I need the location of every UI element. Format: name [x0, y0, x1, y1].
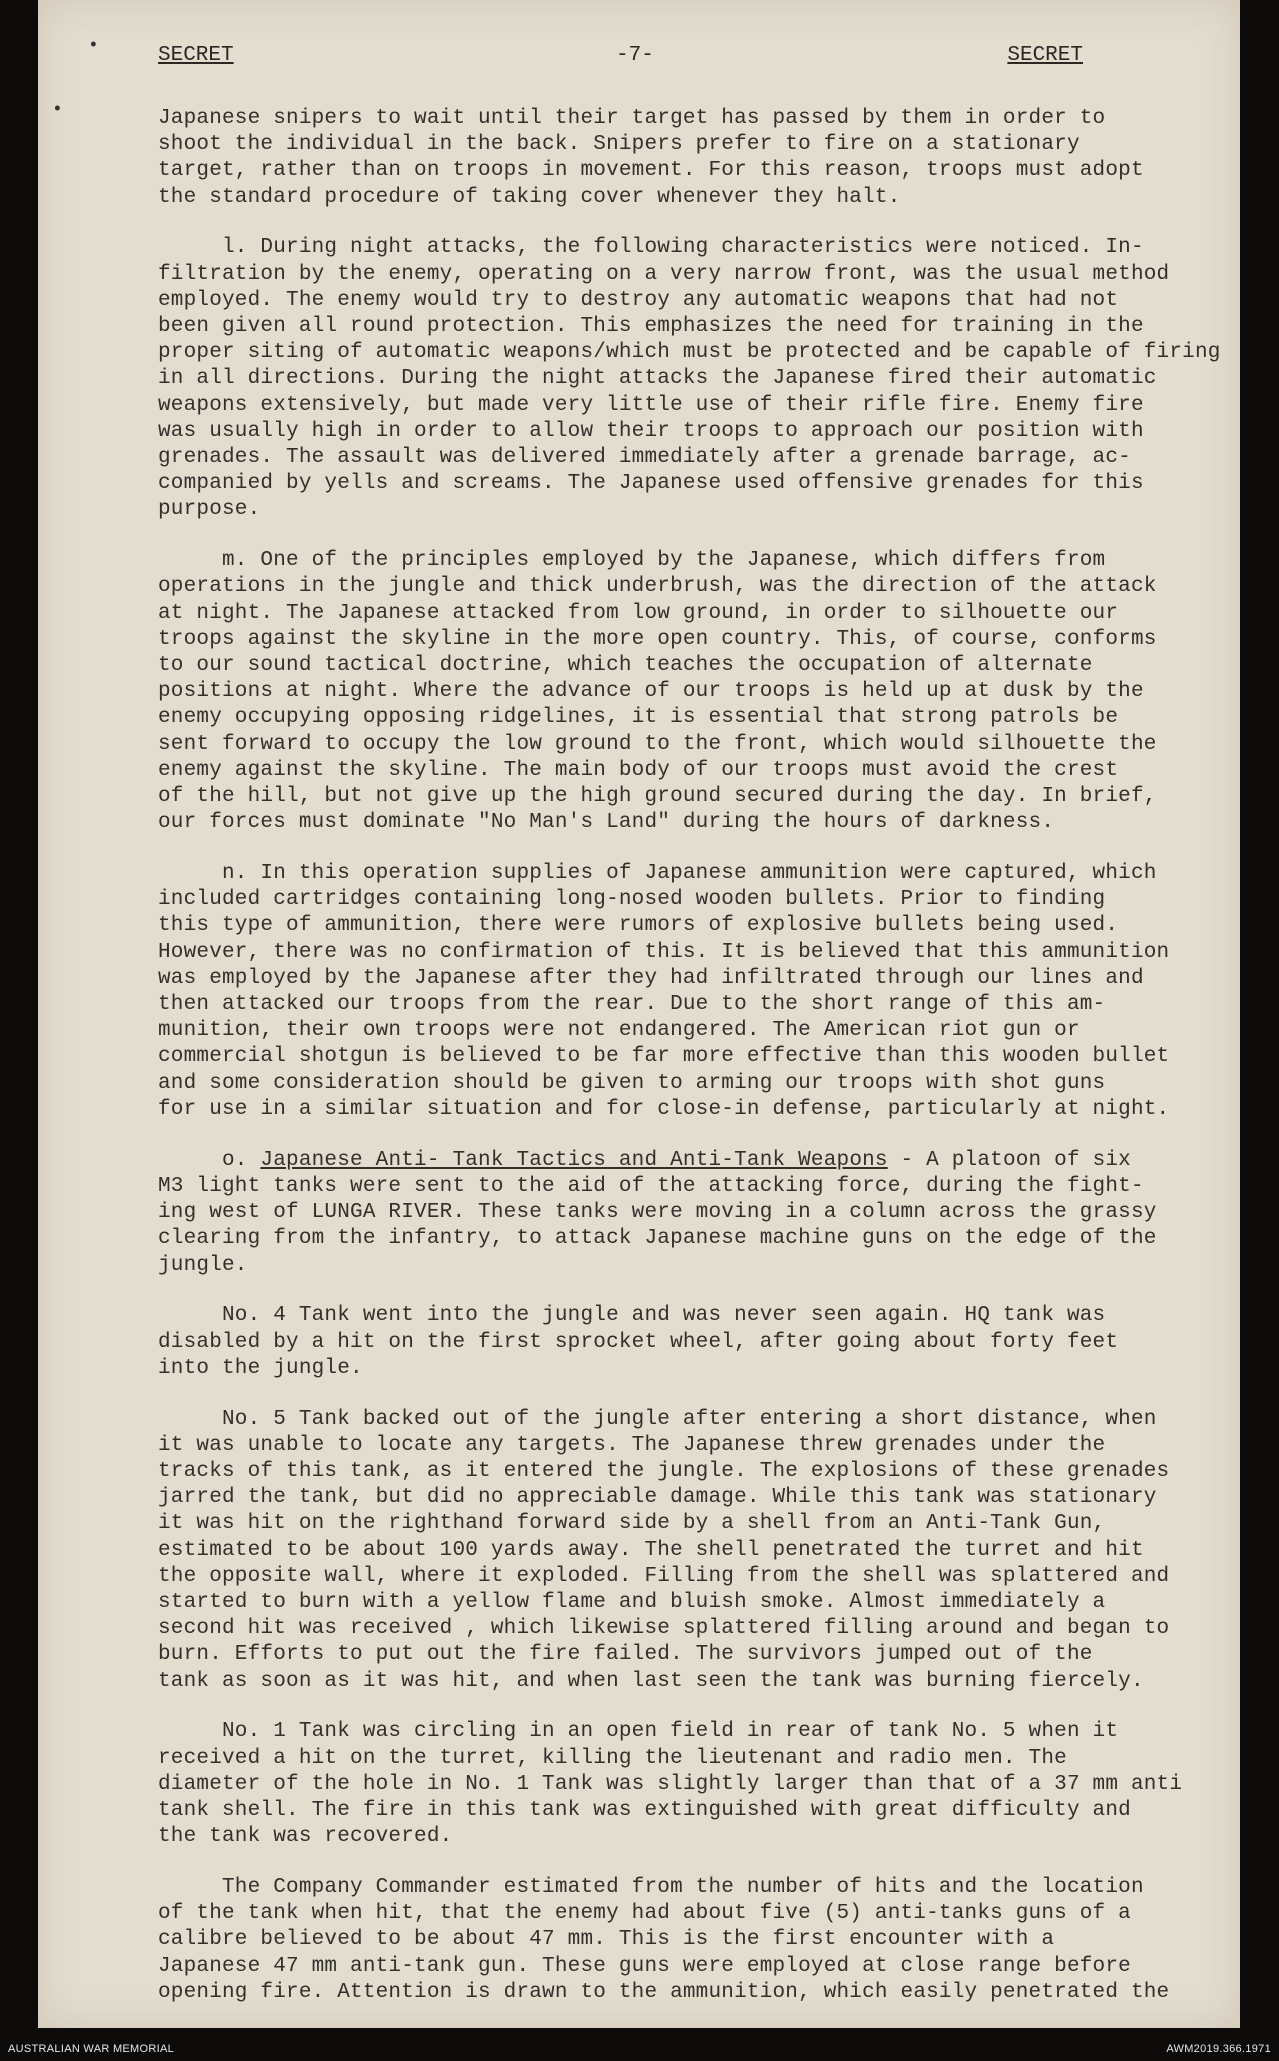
text-line: it was hit on the righthand forward side by a shell from an Anti-Tank Gun, — [158, 1512, 1106, 1536]
margin-mark: • — [52, 100, 63, 120]
text-line: been given all round protection. This emphasizes the need for training in the — [158, 315, 1144, 339]
text-line: our forces must dominate "No Man's Land" during the hours of darkness. — [158, 811, 1055, 835]
text-line: sent forward to occupy the low ground to the front, which would silhouette the — [158, 732, 1157, 756]
text-line: the opposite wall, where it exploded. Filling from the shell was splattered and — [158, 1564, 1170, 1588]
text-line: started to burn with a yellow flame and bluish smoke. Almost immediately a — [158, 1590, 1106, 1614]
text-line: filtration by the enemy, operating on a very narrow front, was the usual method — [158, 262, 1170, 286]
text-line: for use in a similar situation and for close-in defense, particularly at night. — [158, 1097, 1170, 1121]
text-line: ing west of LUNGA RIVER. These tanks were moving in a column across the grassy — [158, 1201, 1157, 1225]
text-line: l. During night attacks, the following characteristics were noticed. In- — [158, 236, 1144, 260]
text-line: grenades. The assault was delivered immediately after a grenade barrage, ac- — [158, 446, 1131, 470]
text-line: target, rather than on troops in movement. For this reason, troops must adopt — [158, 159, 1144, 183]
section-heading-underlined: Japanese Anti- Tank Tactics and Anti-Tank Weapons — [260, 1148, 888, 1172]
text-line: the tank was recovered. — [158, 1825, 453, 1849]
text-line: tank as soon as it was hit, and when last seen the tank was burning fiercely. — [158, 1669, 1144, 1693]
paragraph — [158, 1148, 1158, 1279]
paragraph — [158, 1875, 1170, 2006]
text-line: n. In this operation supplies of Japanese ammunition were captured, which — [158, 862, 1157, 886]
text-line: positions at night. Where the advance of our troops is held up at dusk by the — [158, 680, 1144, 704]
text-line: enemy occupying opposing ridgelines, it is essential that strong patrols be — [158, 706, 1119, 730]
text-line: was employed by the Japanese after they had infiltrated through our lines and — [158, 966, 1144, 990]
text-line: second hit was received , which likewise splattered filling around and began to — [158, 1617, 1170, 1641]
text-line: diameter of the hole in No. 1 Tank was slightly larger than that of a 37 mm anti — [158, 1772, 1183, 1796]
text-line: opening fire. Attention is drawn to the ammunition, which easily penetrated the — [158, 1980, 1170, 2004]
text-line: calibre believed to be about 47 mm. This is the first encounter with a — [158, 1928, 1055, 1952]
text-line: companied by yells and screams. The Japanese used offensive grenades for this — [158, 472, 1144, 496]
page-header — [158, 44, 1083, 74]
text-line: included cartridges containing long-nosed wooden bullets. Prior to finding — [158, 888, 1106, 912]
security-classification-right: SECRET — [1007, 44, 1083, 67]
paragraph — [158, 1303, 1158, 1382]
text-line: weapons extensively, but made very little use of their rifle fire. Enemy fire — [158, 393, 1144, 417]
text-line: of the hill, but not give up the high ground secured during the day. In brief, — [158, 785, 1157, 809]
text-line: estimated to be about 100 yards away. The shell penetrated the turret and hit — [158, 1538, 1144, 1562]
text-line: m. One of the principles employed by the Japanese, which differs from — [158, 549, 1106, 573]
text-line: shoot the individual in the back. Snipers prefer to fire on a stationary — [158, 133, 1080, 157]
text-line: of the tank when hit, that the enemy had about five (5) anti-tanks guns of a — [158, 1902, 1131, 1926]
text-line: disabled by a hit on the first sprocket wheel, after going about forty feet — [158, 1330, 1119, 1354]
text-line: o. Japanese Anti- Tank Tactics and Anti-Tank Weapons - A platoon of six — [158, 1148, 1131, 1172]
text-line: purpose. — [158, 498, 261, 522]
text-line: No. 1 Tank was circling in an open field in rear of tank No. 5 when it — [158, 1720, 1119, 1744]
text-line: The Company Commander estimated from the number of hits and the location — [158, 1875, 1144, 1899]
text-line: it was unable to locate any targets. The Japanese threw grenades under the — [158, 1433, 1106, 1457]
text-line: then attacked our troops from the rear. Due to the short range of this am- — [158, 993, 1106, 1017]
text-line: and some consideration should be given to arming our troops with shot guns — [158, 1071, 1106, 1095]
paragraph — [158, 106, 1158, 211]
text-line: No. 5 Tank backed out of the jungle after entering a short distance, when — [158, 1407, 1157, 1431]
text-line: enemy against the skyline. The main body of our troops must avoid the crest — [158, 758, 1119, 782]
text-line: tank shell. The fire in this tank was extinguished with great difficulty and — [158, 1798, 1131, 1822]
text-line: proper siting of automatic weapons/which must be protected and be capable of firing — [158, 341, 1221, 365]
text-line: the standard procedure of taking cover whenever they halt. — [158, 185, 901, 209]
text-line: in all directions. During the night attacks the Japanese fired their automatic — [158, 367, 1157, 391]
text-line: employed. The enemy would try to destroy any automatic weapons that had not — [158, 288, 1119, 312]
document-body — [158, 106, 1221, 2031]
footer-institution: AUSTRALIAN WAR MEMORIAL — [8, 2043, 175, 2055]
text-line: into the jungle. — [158, 1356, 363, 1380]
paragraph — [158, 1407, 1170, 1695]
paragraph — [158, 1719, 1183, 1850]
text-line: operations in the jungle and thick underbrush, was the direction of the attack — [158, 575, 1157, 599]
text-line: was usually high in order to allow their troops to approach our position with — [158, 419, 1144, 443]
text-line: received a hit on the turret, killing the lieutenant and radio men. The — [158, 1746, 1067, 1770]
text-line: M3 light tanks were sent to the aid of the attacking force, during the fight- — [158, 1174, 1144, 1198]
footer-accession-number: AWM2019.366.1971 — [1166, 2043, 1271, 2055]
text-line: to our sound tactical doctrine, which teaches the occupation of alternate — [158, 654, 1093, 678]
text-line: this type of ammunition, there were rumors of explosive bullets being used. — [158, 914, 1119, 938]
paragraph — [158, 235, 1221, 523]
paragraph — [158, 548, 1158, 836]
text-line: Japanese snipers to wait until their target has passed by them in order to — [158, 107, 1106, 130]
margin-mark: • — [88, 36, 99, 56]
text-line: No. 4 Tank went into the jungle and was never seen again. HQ tank was — [158, 1304, 1106, 1328]
text-line: troops against the skyline in the more open country. This, of course, conforms — [158, 627, 1157, 651]
text-line: burn. Efforts to put out the fire failed. The survivors jumped out of the — [158, 1643, 1093, 1667]
paragraph — [158, 861, 1170, 1123]
text-line: However, there was no confirmation of this. It is believed that this ammunition — [158, 940, 1170, 964]
text-line: jungle. — [158, 1253, 248, 1277]
text-line: at night. The Japanese attacked from low ground, in order to silhouette our — [158, 601, 1119, 625]
text-line: clearing from the infantry, to attack Japanese machine guns on the edge of the — [158, 1227, 1157, 1251]
text-line: commercial shotgun is believed to be far more effective than this wooden bullet — [158, 1045, 1170, 1069]
security-classification-left: SECRET — [158, 44, 234, 67]
text-line: jarred the tank, but did no appreciable damage. While this tank was stationary — [158, 1486, 1157, 1510]
text-line: tracks of this tank, as it entered the jungle. The explosions of these grenades — [158, 1459, 1170, 1483]
text-line: Japanese 47 mm anti-tank gun. These guns were employed at close range before — [158, 1954, 1131, 1978]
page-number: -7- — [616, 44, 654, 67]
text-line: munition, their own troops were not endangered. The American riot gun or — [158, 1019, 1080, 1043]
